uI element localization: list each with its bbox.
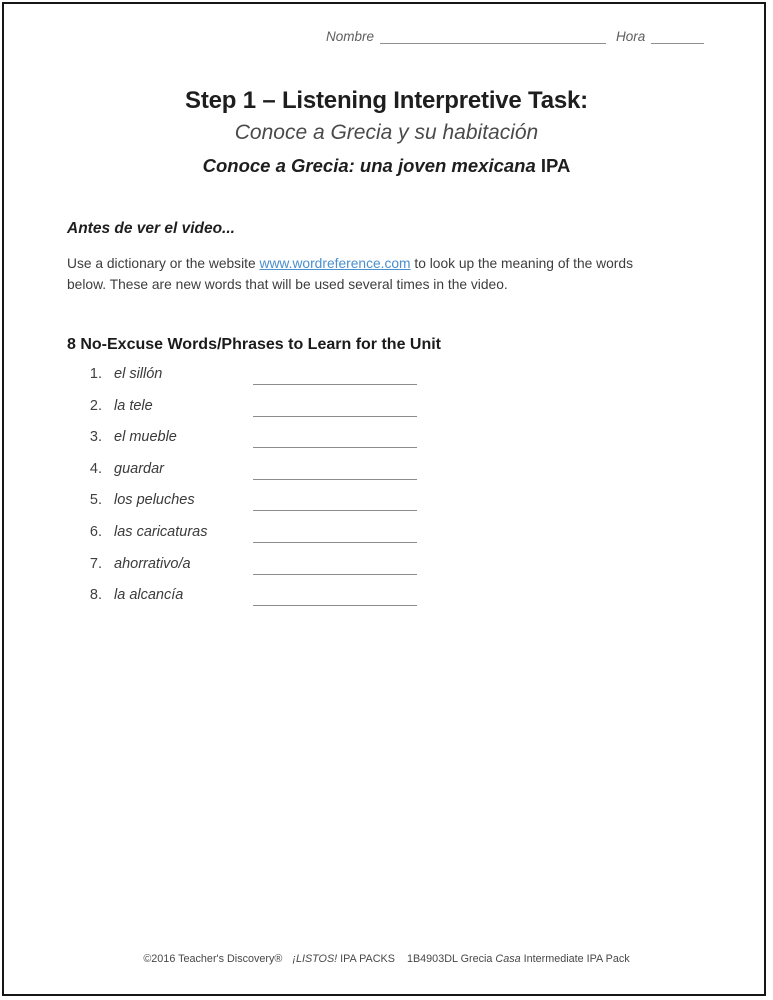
answer-blank <box>253 416 417 417</box>
ipa-title-italic: Conoce a Grecia: una joven mexicana <box>202 155 536 176</box>
ipa-title <box>0 155 773 177</box>
hora-label: Hora <box>616 29 646 44</box>
word-list-item <box>0 492 773 524</box>
answer-blank <box>253 384 417 385</box>
word-list-item <box>0 429 773 461</box>
answer-blank <box>253 510 417 511</box>
name-hora-header <box>326 29 704 44</box>
section-heading-antes: Antes de ver el video... <box>67 220 235 237</box>
footer-code-part1: 1B4903DL Grecia <box>406 953 496 965</box>
answer-blank <box>253 542 417 543</box>
word-list <box>0 366 773 619</box>
word-list-item <box>0 587 773 619</box>
instructions-text-after-link: to look up the meaning of the words <box>410 256 633 271</box>
item-number: 8. <box>89 587 102 604</box>
instructions-line-2: below. These are new words that will be used several times in the video. <box>67 276 508 292</box>
footer-code-part2: Intermediate IPA Pack <box>520 953 630 965</box>
item-number: 2. <box>89 397 102 414</box>
item-number: 6. <box>89 523 102 540</box>
word-list-item <box>0 366 773 398</box>
footer-series-italic: ¡LISTOS! <box>292 953 338 965</box>
instructions-line-1 <box>67 254 727 275</box>
answer-blank <box>253 479 417 480</box>
spanish-word: el sillón <box>114 366 163 382</box>
page-subtitle: Conoce a Grecia y su habitación <box>234 121 539 144</box>
spanish-word: ahorrativo/a <box>114 555 191 572</box>
spanish-word: las caricaturas <box>114 523 208 540</box>
ipa-title-regular: IPA <box>535 155 571 176</box>
page-title: Step 1 – Listening Interpretive Task: <box>185 87 588 114</box>
word-list-item <box>0 461 773 493</box>
footer-series <box>292 953 395 965</box>
answer-blank <box>253 605 417 606</box>
item-number: 4. <box>89 460 102 477</box>
footer-copyright: ©2016 Teacher's Discovery® <box>143 953 283 965</box>
item-number: 1. <box>89 366 102 382</box>
word-list-item <box>0 398 773 430</box>
answer-blank <box>253 574 417 575</box>
word-list-item <box>0 556 773 588</box>
nombre-label: Nombre <box>326 29 375 44</box>
footer-credit-line <box>0 953 773 965</box>
spanish-word: los peluches <box>114 492 195 509</box>
item-number: 5. <box>89 492 102 509</box>
wordreference-link[interactable]: www.wordreference.com <box>259 256 411 271</box>
footer-series-rest: IPA PACKS <box>337 953 395 965</box>
footer-product-code <box>407 953 630 965</box>
answer-blank <box>253 447 417 448</box>
item-number: 3. <box>89 429 102 446</box>
footer-code-italic: Casa <box>495 953 521 965</box>
instructions-text-before-link: Use a dictionary or the website <box>67 256 260 271</box>
hora-blank <box>651 29 704 44</box>
word-list-item <box>0 524 773 556</box>
spanish-word: guardar <box>114 460 164 477</box>
spanish-word: la tele <box>114 397 153 414</box>
item-number: 7. <box>89 555 102 572</box>
spanish-word: el mueble <box>114 429 177 446</box>
word-list-heading: 8 No-Excuse Words/Phrases to Learn for the Unit <box>67 336 442 353</box>
nombre-blank <box>380 29 606 44</box>
spanish-word: la alcancía <box>114 587 184 604</box>
instructions-paragraph <box>67 254 727 295</box>
